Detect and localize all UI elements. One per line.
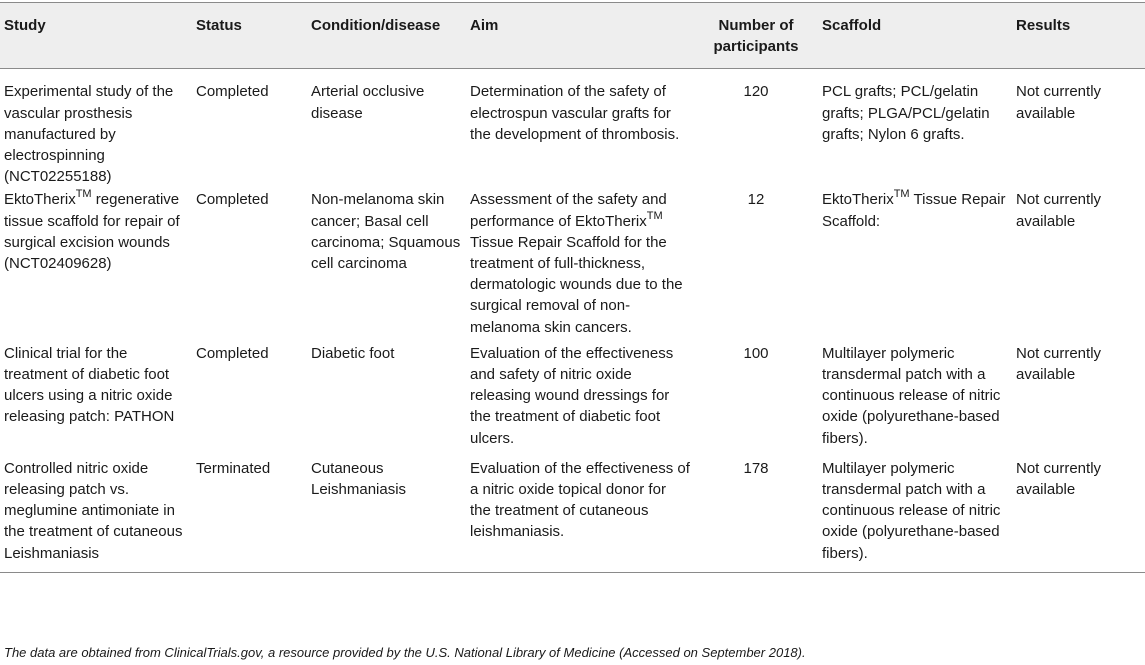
- cell-scaffold: Multilayer polymeric transdermal patch with a continuous release of nitric oxide (polyurethane-based fibers).: [818, 449, 1012, 573]
- cell-status: Terminated: [192, 449, 307, 573]
- cell-scaffold: [818, 187, 1012, 337]
- cell-study: Clinical trial for the treatment of diabetic foot ulcers using a nitric oxide releasing patch: PATHON: [4, 344, 175, 426]
- cell-results: Not currently available: [1016, 83, 1102, 122]
- trademark-mark: TM: [646, 209, 663, 222]
- cell-participants: 120: [743, 83, 769, 101]
- cell-condition: Cutaneous Leishmaniasis: [307, 449, 466, 573]
- scaffold-rest: Tissue Repair Scaffold:: [822, 191, 1006, 230]
- cell-aim: [466, 187, 694, 337]
- cell-status: Completed: [196, 191, 269, 209]
- header-status: Status: [192, 3, 307, 69]
- cell-study: Controlled nitric oxide releasing patch vs. meglumine antimoniate in the treatment of cutaneous Leishmaniasis: [0, 449, 192, 573]
- study-description: regenerative tissue scaffold for repair of surgical excision wounds (NCT02409628): [4, 191, 180, 273]
- trademark-mark: TM: [893, 188, 910, 201]
- header-study: Study: [0, 3, 192, 69]
- header-scaffold: Scaffold: [818, 3, 1012, 69]
- cell-scaffold: PCL grafts; PCL/gelatin grafts; PLGA/PCL/gelatin grafts; Nylon 6 grafts.: [822, 83, 990, 143]
- cell-condition: Diabetic foot: [311, 344, 395, 362]
- cell-status: Completed: [196, 83, 269, 101]
- table-row: [0, 187, 1145, 337]
- cell-results: Not currently available: [1016, 191, 1102, 230]
- table-row: [0, 69, 1145, 188]
- header-condition: Condition/disease: [307, 3, 466, 69]
- cell-condition: Arterial occlusive disease: [311, 83, 425, 122]
- cell-results: Not currently available: [1012, 449, 1145, 573]
- table-row: [0, 449, 1145, 573]
- header-results: Results: [1012, 3, 1145, 69]
- table-row: [0, 338, 1145, 449]
- cell-condition: Non-melanoma skin cancer; Basal cell carcinoma; Squamous cell carcinoma: [311, 191, 461, 273]
- cell-aim: Determination of the safety of electrospun vascular grafts for the development of thrombosis.: [470, 83, 680, 143]
- cell-participants: 12: [747, 191, 765, 209]
- study-product-name: EktoTherix: [4, 191, 76, 209]
- cell-study: Experimental study of the vascular prosthesis manufactured by electrospinning (NCT02255188): [4, 83, 174, 186]
- cell-results: Not currently available: [1016, 344, 1102, 384]
- cell-participants: 100: [743, 344, 769, 362]
- cell-aim: Evaluation of the effectiveness and safety of nitric oxide releasing wound dressings for the treatment of diabetic foot ulcers.: [470, 344, 674, 447]
- table-footnote: The data are obtained from ClinicalTrials.gov, a resource provided by the U.S. National Library of Medicine (Accessed on September 2018).: [4, 645, 806, 660]
- trademark-mark: TM: [75, 188, 92, 201]
- header-aim: Aim: [466, 3, 694, 69]
- clinical-trials-table: [0, 2, 1145, 573]
- scaffold-start: EktoTherix: [822, 191, 894, 209]
- header-row: [0, 3, 1145, 69]
- aim-rest: Tissue Repair Scaffold for the treatment of full-thickness, dermatologic wounds due to the surgical removal of non-melanoma skin cancers.: [470, 233, 683, 336]
- cell-scaffold: Multilayer polymeric transdermal patch with a continuous release of nitric oxide (polyurethane-based fibers).: [822, 344, 1001, 447]
- aim-start: Assessment of the safety and performance of EktoTherix: [470, 191, 667, 230]
- cell-status: Completed: [196, 344, 269, 362]
- cell-participants: 178: [694, 449, 818, 573]
- cell-aim: Evaluation of the effectiveness of a nitric oxide topical donor for the treatment of cutaneous leishmaniasis.: [466, 449, 694, 573]
- cell-study: [0, 187, 192, 337]
- header-participants: Number of participants: [694, 3, 818, 69]
